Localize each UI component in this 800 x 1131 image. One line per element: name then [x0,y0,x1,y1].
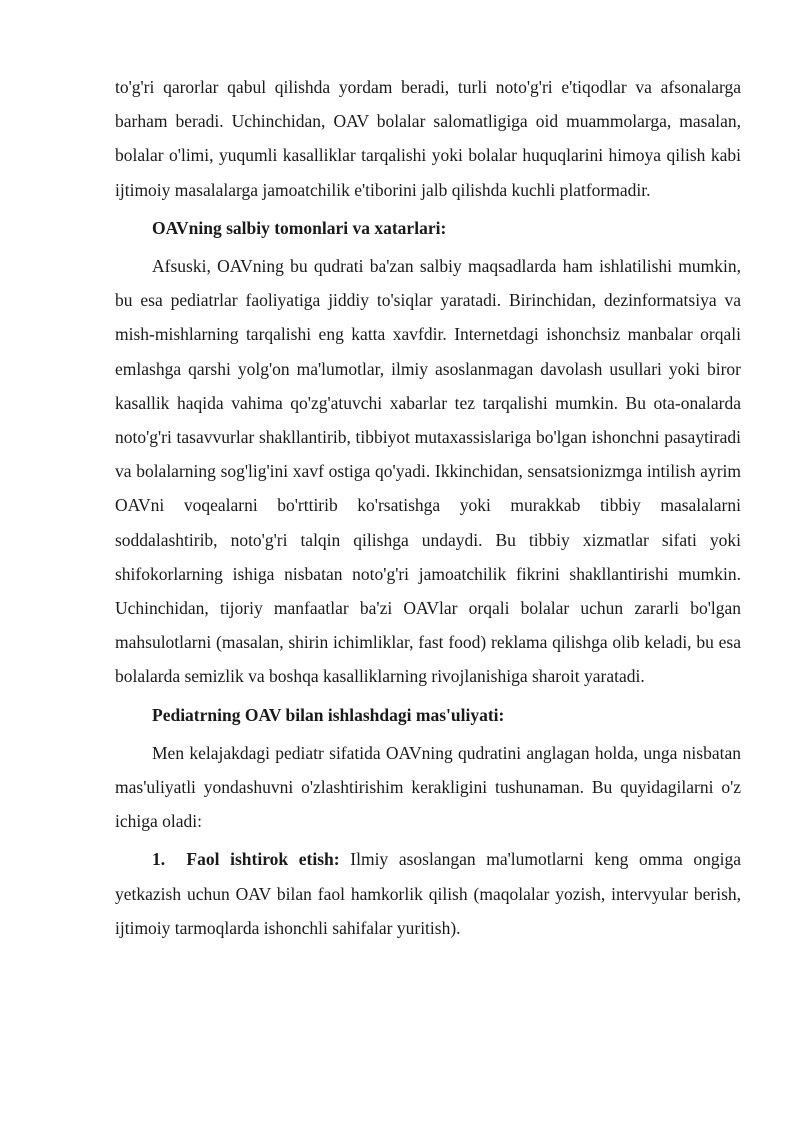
paragraph-continuation: to'g'ri qarorlar qabul qilishda yordam beradi, turli noto'g'ri e'tiqodlar va afsonalarga barham beradi. Uchinchidan, OAV bolalar salomatligiga oid muammolarga, masalan, bolalar o'limi, yuqumli kasalliklar tarqalishi yoki bolalar huquqlarini himoya qilish kabi ijtimoiy masalalarga jamoatchilik e'tiborini jalb qilishda kuchli platformadir. [115,77,741,200]
list-item-lead: Faol ishtirok etish: [186,849,340,870]
list-item [115,842,741,945]
document-page [115,70,741,945]
heading-pediatrician-responsibility: Pediatrning OAV bilan ishlashdagi mas'uliyati: [152,704,505,725]
heading-negative-aspects: OAVning salbiy tomonlari va xatarlari: [152,217,447,238]
list-item-text: Ilmiy asoslangan ma'lumotlarni keng omma ongiga yetkazish uchun OAV bilan faol hamkorlik qilish (maqolalar yozish, intervyular berish, ijtimoiy tarmoqlarda ishonchli sahifalar yuritish). [115,849,742,938]
list-item-number: 1. [152,849,166,870]
paragraph-responsibility: Men kelajakdagi pediatr sifatida OAVning qudratini anglagan holda, unga nisbatan mas'uliyatli yondashuvni o'zlashtirishim kerakligini tushunaman. Bu quyidagilarni o'z ichiga oladi: [115,742,741,832]
paragraph-negative-aspects: Afsuski, OAVning bu qudrati ba'zan salbiy maqsadlarda ham ishlatilishi mumkin, bu esa pediatrlar faoliyatiga jiddiy to'siqlar yaratadi. Birinchidan, dezinformatsiya va mish-mishlarning tarqalishi eng katta xavfdir. Internetdagi ishonchsiz manbalar orqali emlashga qarshi yolg'on ma'lumotlar, ilmiy asoslanmagan davolash usullari yoki biror kasallik haqida vahima qo'zg'atuvchi xabarlar tez tarqalishi mumkin. Bu ota-onalarda noto'g'ri tasavvurlar shakllantirib, tibbiyot mutaxassislariga bo'lgan ishonchni pasaytiradi va bolalarning sog'lig'ini xavf ostiga qo'yadi. Ikkinchidan, sensatsionizmga intilish ayrim OAVni voqealarni bo'rttirib ko'rsatishga yoki murakkab tibbiy masalalarni soddalashtirib, noto'g'ri talqin qilishga undaydi. Bu tibbiy xizmatlar sifati yoki shifokorlarning ishiga nisbatan noto'g'ri jamoatchilik fikrini shakllantirishi mumkin. Uchinchidan, tijoriy manfaatlar ba'zi OAVlar orqali bolalar uchun zararli bo'lgan mahsulotlarni (masalan, shirin ichimliklar, fast food) reklama qilishga olib keladi, bu esa bolalarda semizlik va boshqa kasalliklarning rivojlanishiga sharoit yaratadi. [115,256,741,687]
